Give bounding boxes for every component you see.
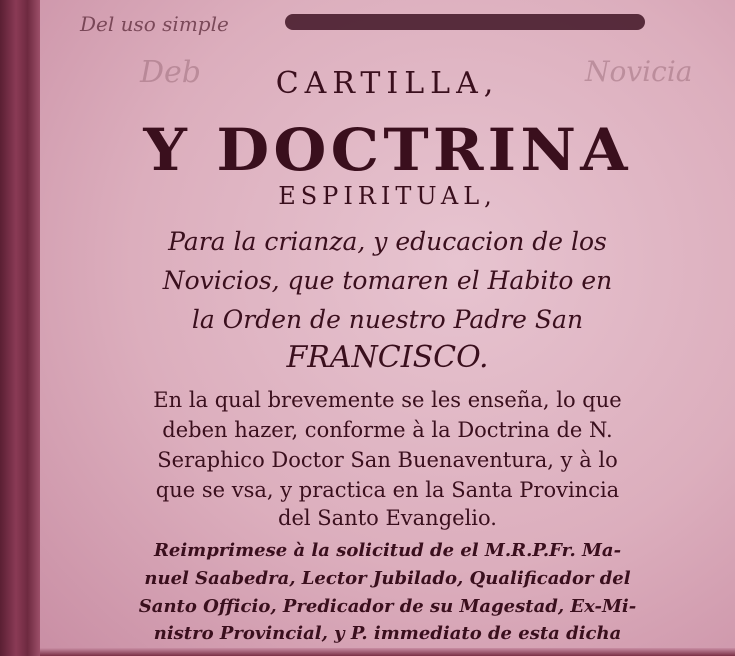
- page-bottom-edge: [40, 648, 735, 656]
- body-line: Seraphico Doctor San Buenaventura, y à lo: [157, 448, 618, 472]
- faded-handwriting-left: Deb: [140, 55, 202, 90]
- title-espiritual: ESPIRITUAL,: [278, 182, 497, 210]
- subtitle-francisco: FRANCISCO.: [286, 340, 489, 375]
- body-line: En la qual brevemente se les enseña, lo que: [153, 388, 622, 412]
- title-page: [40, 0, 735, 656]
- reprint-line: nistro Provincial, y P. immediato de esta dicha: [153, 623, 622, 644]
- reprint-line: Reimprimese à la solicitud de el M.R.P.Fr. Ma-: [153, 540, 622, 561]
- body-line: del Santo Evangelio.: [278, 506, 497, 530]
- subtitle-line: Para la crianza, y educacion de los: [168, 227, 607, 256]
- title-doctrina: Y DOCTRINA: [143, 116, 632, 184]
- reprint-line: Santo Officio, Predicador de su Magestad, Ex-Mi-: [138, 596, 637, 617]
- title-cartilla: CARTILLA,: [275, 66, 500, 101]
- body-line: que se vsa, y practica en la Santa Provincia: [155, 478, 620, 502]
- ink-strikeout: [285, 14, 645, 30]
- reprint-line: nuel Saabedra, Lector Jubilado, Qualificador del: [144, 568, 631, 589]
- faded-handwriting-right: Novicia: [585, 55, 693, 88]
- body-line: deben hazer, conforme à la Doctrina de N.: [162, 418, 613, 442]
- subtitle-line: Novicios, que tomaren el Habito en: [162, 266, 613, 295]
- subtitle-line: la Orden de nuestro Padre San: [191, 305, 584, 334]
- handwritten-note: Del uso simple: [80, 12, 229, 36]
